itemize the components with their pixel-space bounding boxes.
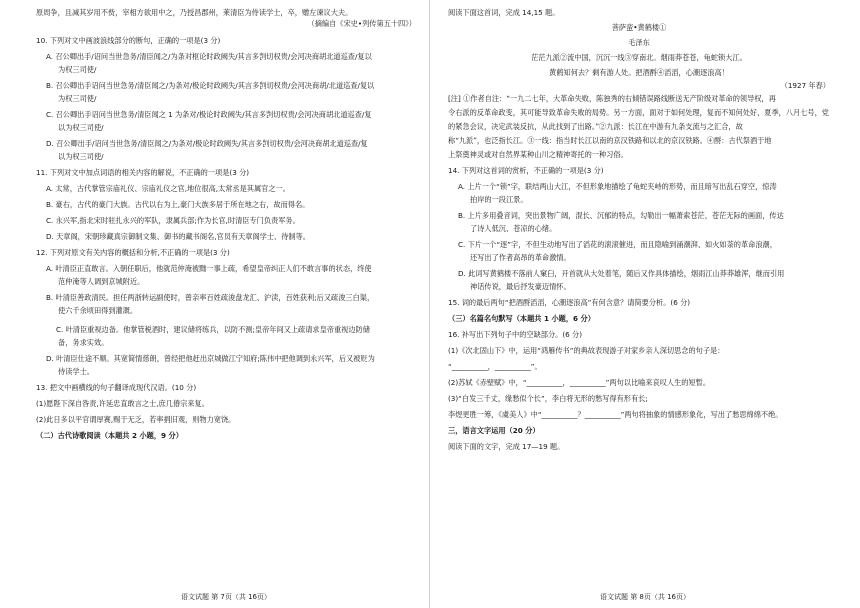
- question-15: 15. 词的最后两句“把酒酹滔滔，心潮逐浪高”有何含意？请简要分析。(6 分): [448, 298, 691, 307]
- poem-author: 毛泽东: [628, 38, 650, 47]
- q10-option-d-cont: 以为权三司使/: [58, 152, 104, 161]
- q14-option-d: D. 此词写黄鹤楼不落前人窠臼，开首就从大处着笔，随后又作具体描绘，烟雨江山莽莽雄浑，继而引用: [458, 269, 785, 278]
- q12-option-b: B. 叶清臣善政清民。担任两浙转运副使时，曾亲率百姓疏浚盘龙汇、沪渎，百姓获利;后又疏浚三白渠，: [46, 293, 375, 302]
- q14-option-a: A. 上片一个“锁”字，联结两山大江，不但形象地描绘了龟蛇夹峙的形势，而且暗写出乱石穿空，惊涛: [458, 182, 777, 191]
- intro-line: 原周争，且减其岁用不赀，宰相方欲用中之，乃授昌郡州，莱清臣为侍读学士，卒，赠左谏议大夫。: [36, 8, 353, 17]
- q16-line-3b: 李煜更胜一筹，《虞美人》中“__________？__________”两句将抽象的情感形象化，写出了愁思绵绵不绝。: [448, 410, 783, 419]
- q12-option-c: C. 叶清臣重视边备。他掌管税酒时，建议储将练兵，以防不测;皇帝年间又上疏请求皇帝重视边防储: [56, 325, 370, 334]
- poem-note-5: 上祭奠神灵或对自然界某种山川之精神寄托的一种习俗。: [448, 150, 628, 159]
- q14-option-b: B. 上片多用叠音词，突出景物广阔，混长、沉郁的特点，勾勒出一幅萧索苍茫，苍茫无际的画面，传达: [458, 211, 784, 220]
- poem-title: 菩萨蛮•黄鹤楼①: [611, 23, 667, 32]
- q12-option-d: D. 叶清臣仕途不顺。其宽简情慈朗，曾经把他赶出京城做江宁知府;陈伟中把他调到永兴军，后又被贬为: [46, 354, 375, 363]
- question-16-stem: 16. 补写出下列句子中的空缺部分。(6 分): [448, 330, 582, 339]
- q16-line-3a: (3)“白发三千丈，缘愁似个长”，李白将无形的愁写得有形有长;: [448, 394, 648, 403]
- q10-option-c-cont: 以为权三司使/: [58, 123, 104, 132]
- q14-option-b-cont: 了诗人低沉、苍凉的心绪。: [470, 224, 557, 233]
- poem-note-1: [注] ①作者自注：“一九二七年，大革命失败，陈独秀的右倾错误路线断送无产阶级对革命的领导权，再: [448, 94, 776, 103]
- q11-option-c: C. 永兴军,指北宋时驻扎永兴的军队，隶属兵部;作为长官,时清臣专门负责军务。: [46, 216, 300, 225]
- q11-option-b: B. 豪右，古代的豪门大族。古代以右为上,豪门大族多居于所在地之右，故而得名。: [46, 200, 310, 209]
- poem-date: （1927 年春）: [780, 81, 830, 90]
- reading-instruction: 阅读下面的文字，完成 17—19 题。: [448, 442, 565, 451]
- q16-line-1b: “__________，__________”。: [448, 362, 542, 371]
- q12-option-c-cont: 备，务求实效。: [58, 338, 109, 347]
- section-poetry-heading: （二）古代诗歌阅读（本题共 2 小题，9 分）: [36, 431, 183, 440]
- q16-line-2: (2)苏轼《赤壁赋》中，“__________，__________”两句以比喻来哀叹人生的短暂。: [448, 378, 711, 387]
- q10-option-b: B. 召公卿出手诏问当世急务/清臣闻之/为条对/极论时政阙失/其言多剀切权贵/会河决商胡/北道巡查/复以: [46, 81, 375, 90]
- q10-option-a: A. 召公卿出手/诏问当世急务/清臣闻之/为条对枢论时政阙失/其言多剀切权贵/会河决商胡北道巡查/复以: [46, 52, 372, 61]
- page-footer-left: 语文试题 第 7页（共 16页）: [180, 593, 272, 602]
- q13-sentence-2: (2)此日多以平官谓厚赛,赐于无乏，若率捐旧观，则物力宽饶。: [36, 415, 236, 424]
- q12-option-a-cont: 范仲淹等人调到京城附近。: [58, 277, 145, 286]
- poem-note-2: 令右派的反革命政变，其可能导致革命失败的局势。另一方面，面对于如何处理，复而不知何处好，夏季，八月七号，党: [448, 108, 829, 117]
- question-10-stem: 10. 下列对文中画波浪线部分的断句，正确的一项是(3 分): [36, 36, 221, 45]
- q10-option-b-cont: 为权三司使/: [58, 94, 97, 103]
- q10-option-c: C. 召公卿出手诏问当世急务/清臣闻之 1 为条对/极论时政阙失/其言多剀切权贵/会河决商胡北道巡查/复: [46, 110, 372, 119]
- question-14-stem: 14. 下列对这首词的赏析，不正确的一项是(3 分): [448, 166, 604, 175]
- q12-option-a: A. 叶清臣正直敢言。入朝任职后，他就范仲淹被黜一事上疏，希望皇帝纠正人们不敢言事的状态，终使: [46, 264, 372, 273]
- q13-sentence-1: (1)愿陛下深自咎责,许延忠直敢言之士,庶几偆宗来复。: [36, 399, 209, 408]
- question-13-stem: 13. 把文中画横线的句子翻译成现代汉语。(10 分): [36, 383, 197, 392]
- q11-option-d: D. 天章阁，宋朝珍藏真宗御制文集、御书的藏书阁名,官员有天章阁学士、待制等。: [46, 232, 310, 241]
- q14-option-a-cont: 拍岸的一段江景。: [470, 195, 528, 204]
- q10-option-a-cont: 为权三司使/: [58, 65, 97, 74]
- q14-option-c-cont: 还写出了作者高昂的革命激情。: [470, 253, 571, 262]
- q11-option-a: A. 太常，古代掌管宗庙礼仪、宗庙礼仪之官,地位很高,太常丞是其属官之一。: [46, 184, 290, 193]
- section-language-heading: 三，语言文字运用（20 分）: [448, 426, 540, 435]
- page-footer-right: 语文试题 第 8页（共 16页）: [599, 593, 691, 602]
- poem-intro: 阅读下面这首词，完成 14,15 题。: [448, 8, 560, 17]
- q10-option-d: D. 召公卿出手/诏问当世急务/清臣闻之/为条对/极论时政阙失/其言多剀切权贵/会河决商胡北道巡查/复: [46, 139, 368, 148]
- q14-option-c: C. 下片一个“逐”字，不但生动地写出了滔花的滚滚催进，而且隐喻到涌潮湃、如火如荼的革命浪潮，: [458, 240, 777, 249]
- right-page: [430, 0, 860, 608]
- question-12-stem: 12. 下列对原文有关内容的概括和分析,不正确的一项是(3 分): [36, 248, 230, 257]
- poem-line-1: 茫茫九派②流中国，沉沉一线③穿南北。烟雨莽苍苍，龟蛇锁大江。: [531, 53, 747, 62]
- question-11-stem: 11. 下列对文中加点词语的相关内容的解说，不正确的一项是(3 分): [36, 168, 250, 177]
- q14-option-d-cont: 神话传说，最后抒发豪迈情怀。: [470, 282, 571, 291]
- q16-line-1: (1)《次北固山下》中，运用“鸿雁传书”的典故表现游子对家乡亲人深切思念的句子是：: [448, 346, 725, 355]
- poem-note-3: 的紧急会议，决定武装反抗，从此找到了出路。”②九派：长江在中游有九条支流与之汇合，故: [448, 122, 743, 131]
- source-citation: （摘编自《宋史•列传第五十四》）: [307, 19, 416, 28]
- poem-note-4: 称“九派”，也泛指长江。③一线：指当时长江以南的京汉铁路和以北的京汉铁路。④酹：古代祭酒于地: [448, 136, 772, 145]
- section-recitation-heading: （三）名篇名句默写（本题共 1 小题，6 分）: [448, 314, 595, 323]
- q12-option-b-cont: 使六千余顷田得到灌溉。: [58, 306, 138, 315]
- poem-line-2: 黄鹤知何去？剩有游人处。把酒酹④滔滔，心潮逐浪高！: [549, 68, 729, 77]
- q12-option-d-cont: 侍读学士。: [58, 367, 94, 376]
